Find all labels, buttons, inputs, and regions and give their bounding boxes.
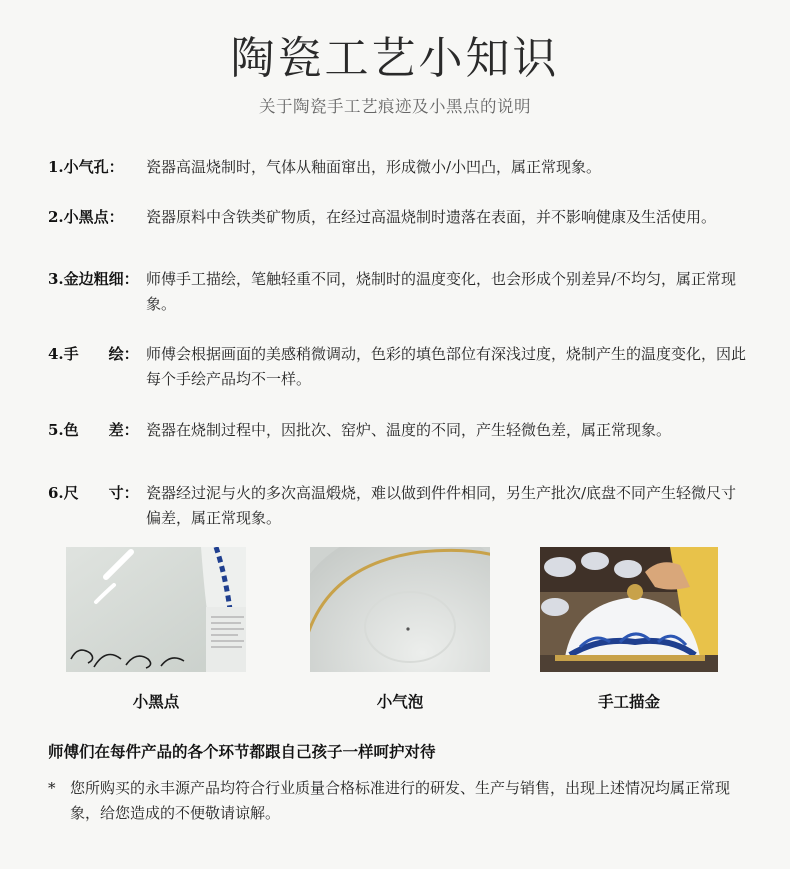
- knowledge-item: [48, 481, 748, 531]
- item-label: 6.尺 寸：: [48, 484, 139, 502]
- knowledge-item: [48, 418, 748, 443]
- disclaimer-text: 您所购买的永丰源产品均符合行业质量合格标准进行的研发、生产与销售，出现上述情况均属正常现象，给您造成的不便敬请谅解。: [70, 779, 731, 822]
- item-label: 2.小黑点：: [48, 208, 124, 226]
- knowledge-item: [48, 205, 748, 230]
- asterisk-icon: *: [48, 779, 56, 797]
- porcelain-bowl-closeup-icon: [66, 547, 246, 672]
- item-text: 师傅会根据画面的美感稍微调动，色彩的填色部位有深浅过度，烧制产生的温度变化，因此每个手绘产品均不一样。: [146, 345, 747, 388]
- knowledge-item: [48, 155, 748, 180]
- photo-caption: 小黑点: [132, 692, 180, 711]
- item-label: 4.手 绘：: [48, 345, 139, 363]
- photo-caption: 手工描金: [597, 692, 660, 711]
- item-text: 瓷器原料中含铁类矿物质，在经过高温烧制时遗落在表面，并不影响健康及生活使用。: [146, 208, 717, 226]
- item-text: 瓷器高温烧制时，气体从釉面窜出，形成微小/小凹凸，属正常现象。: [146, 158, 602, 176]
- disclaimer-note: [48, 776, 748, 826]
- knowledge-item: [48, 267, 748, 317]
- item-label: 3.金边粗细：: [48, 270, 139, 288]
- item-text: 师傅手工描绘，笔触轻重不同，烧制时的温度变化，也会形成个别差异/不均匀，属正常现象。: [146, 270, 737, 313]
- page-subtitle: 关于陶瓷手工艺痕迹及小黑点的说明: [259, 97, 531, 116]
- artisan-gilding-lid-icon: [540, 547, 718, 672]
- item-label: 5.色 差：: [48, 421, 139, 439]
- knowledge-item: [48, 342, 748, 392]
- photo-caption: 小气泡: [376, 692, 424, 711]
- tagline: 师傅们在每件产品的各个环节都跟自己孩子一样呵护对待: [48, 742, 436, 761]
- item-text: 瓷器经过泥与火的多次高温煅烧，难以做到件件相同，另生产批次/底盘不同产生轻微尺寸偏差，属正常现象。: [146, 484, 737, 527]
- photo-small-black-dot: [66, 547, 246, 672]
- page-title: 陶瓷工艺小知识: [230, 33, 560, 84]
- item-text: 瓷器在烧制过程中，因批次、窑炉、温度的不同，产生轻微色差，属正常现象。: [146, 421, 672, 439]
- item-label: 1.小气孔：: [48, 158, 124, 176]
- photo-small-bubble: [310, 547, 490, 672]
- bowl-interior-gold-rim-icon: [310, 547, 490, 672]
- photo-hand-gilding: [540, 547, 718, 672]
